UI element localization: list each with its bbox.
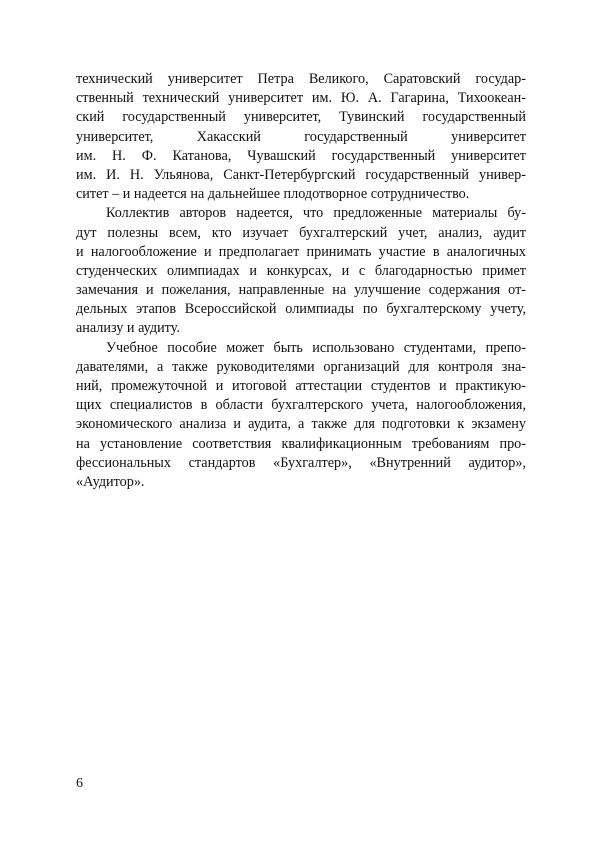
text-line: им. Н. Ф. Катанова, Чувашский государственный университет <box>76 147 526 164</box>
text-line: и налогообложение и предполагает принимать участие в аналогичных <box>76 243 526 260</box>
text-line: фессиональных стандартов «Бухгалтер», «Внутренний аудитор», <box>76 454 526 471</box>
text-line: им. И. Н. Ульянова, Санкт-Петербургский государственный универ- <box>76 166 526 183</box>
text-line: технический университет Петра Великого, Саратовский государ- <box>76 71 526 87</box>
body-text <box>76 70 526 492</box>
text-line: ственный технический университет им. Ю. А. Гагарина, Тихоокеан- <box>76 90 526 107</box>
text-line: дельных этапов Всероссийской олимпиады по бухгалтерскому учету, <box>76 301 526 318</box>
text-line: дут полезны всем, кто изучает бухгалтерский учет, анализ, аудит <box>76 224 526 241</box>
text-line: университет, Хакасский государственный университет <box>76 128 526 145</box>
page-number: 6 <box>76 776 83 791</box>
text-line: на установление соответствия квалификационным требованиям про- <box>76 435 526 452</box>
text-line: «Аудитор». <box>76 473 145 490</box>
text-line: Коллектив авторов надеется, что предложенные материалы бу- <box>106 205 526 222</box>
text-line: анализу и аудиту. <box>76 320 180 337</box>
text-line: замечания и пожелания, направленные на улучшение содержания от- <box>76 282 526 299</box>
text-line: щих специалистов в области бухгалтерского учета, налогообложения, <box>76 397 526 414</box>
text-line: Учебное пособие может быть использовано студентами, препо- <box>106 339 526 356</box>
text-line: студенческих олимпиадах и конкурсах, и с благодарностью примет <box>76 262 526 279</box>
text-line: экономического анализа и аудита, а также для подготовки к экзамену <box>76 416 526 433</box>
text-line: давателями, а также руководителями организаций для контроля зна- <box>76 358 526 375</box>
text-line: ситет – и надеется на дальнейшее плодотворное сотрудничество. <box>76 186 470 203</box>
text-line: ний, промежуточной и итоговой аттестации студентов и практикую- <box>76 378 526 394</box>
text-line: ский государственный университет, Тувинский государственный <box>76 109 526 126</box>
